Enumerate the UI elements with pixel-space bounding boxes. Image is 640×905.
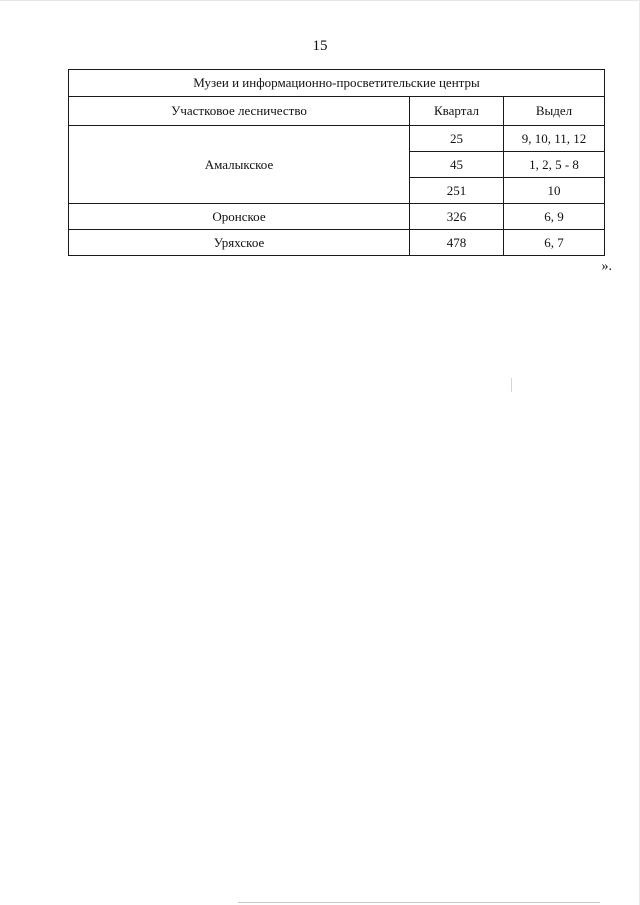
scan-artifact	[238, 902, 600, 903]
quarter-cell: 45	[410, 152, 504, 178]
allotment-cell: 6, 7	[504, 230, 605, 256]
quarter-cell: 251	[410, 178, 504, 204]
header-allotment: Выдел	[504, 97, 605, 126]
header-quarter: Квартал	[410, 97, 504, 126]
allotment-cell: 9, 10, 11, 12	[504, 126, 605, 152]
table-header-row	[69, 97, 605, 126]
allotment-cell: 6, 9	[504, 204, 605, 230]
quarter-cell: 478	[410, 230, 504, 256]
page-edge	[0, 0, 640, 1]
table-row	[69, 230, 605, 256]
page-number: 15	[312, 38, 328, 54]
quarter-cell: 326	[410, 204, 504, 230]
table-row	[69, 204, 605, 230]
allotment-cell: 10	[504, 178, 605, 204]
header-forestry: Участковое лесничество	[69, 97, 410, 126]
forestry-cell: Оронское	[69, 204, 410, 230]
scan-artifact	[511, 378, 512, 392]
museums-table	[68, 69, 605, 256]
allotment-cell: 1, 2, 5 - 8	[504, 152, 605, 178]
table-row	[69, 126, 605, 152]
table-title: Музеи и информационно-просветительские центры	[69, 70, 605, 97]
table-title-row	[69, 70, 605, 97]
forestry-cell: Амалыкское	[69, 126, 410, 204]
forestry-cell: Уряхское	[69, 230, 410, 256]
closing-quote-mark: ».	[601, 259, 612, 274]
quarter-cell: 25	[410, 126, 504, 152]
